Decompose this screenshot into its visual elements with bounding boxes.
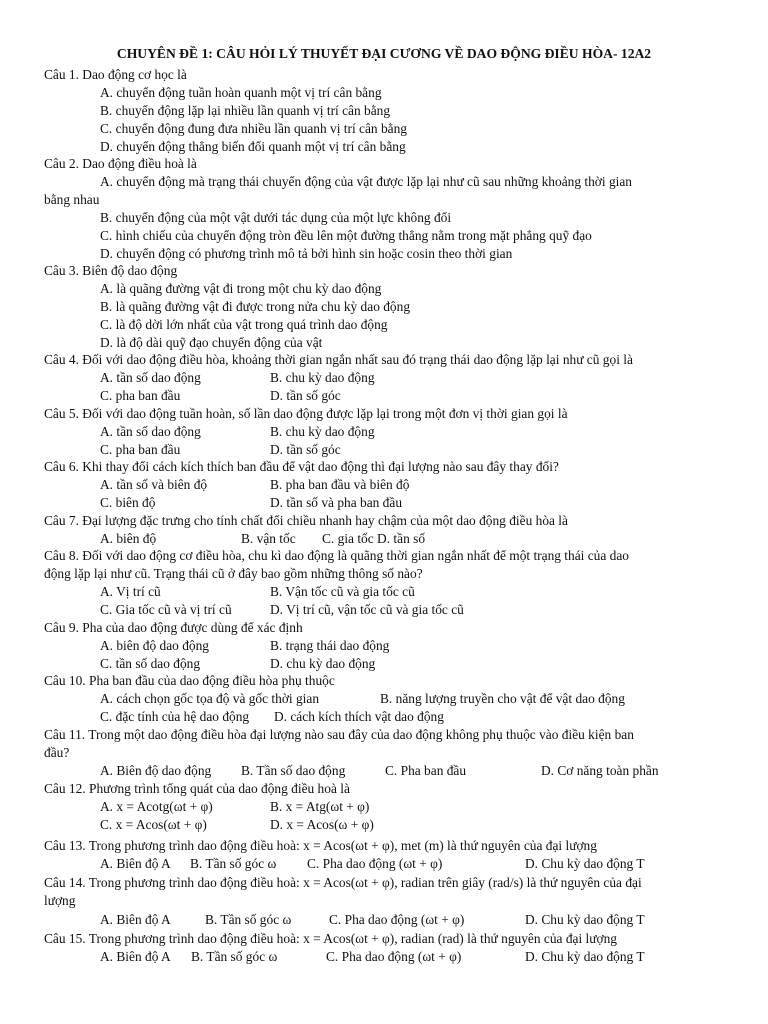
question-4-option-a: A. tần số dao động — [100, 370, 201, 385]
question-13-option-d: D. Chu kỳ dao động T — [525, 856, 645, 871]
question-8-stem-continued: động lặp lại như cũ. Trạng thái cũ ở đây bao gồm những thông số nào? — [44, 566, 423, 581]
question-10-stem: Câu 10. Pha ban đầu của dao động điều hòa phụ thuộc — [44, 673, 335, 688]
question-9-option-b: B. trạng thái dao động — [270, 638, 390, 653]
question-8-option-b: B. Vận tốc cũ và gia tốc cũ — [270, 584, 415, 599]
question-14-option-c: C. Pha dao động (ωt + φ) — [329, 912, 465, 927]
question-2-stem: Câu 2. Dao động điều hoà là — [44, 156, 197, 171]
question-13-option-a: A. Biên độ A — [100, 856, 171, 871]
question-8-stem: Câu 8. Đối với dao động cơ điều hòa, chu kì dao động là quãng thời gian ngắn nhất để một trạng thái của dao — [44, 548, 630, 563]
question-3-option-d: D. là độ dài quỹ đạo chuyển động của vật — [100, 335, 323, 350]
question-4-option-c: C. pha ban đầu — [100, 388, 181, 403]
question-5-option-b: B. chu kỳ dao động — [270, 424, 375, 439]
question-11-stem-continued: đầu? — [44, 745, 70, 760]
question-10-option-b: B. năng lượng truyền cho vật để vật dao động — [380, 691, 625, 706]
question-5-stem: Câu 5. Đối với dao động tuần hoàn, số lần dao động được lặp lại trong một đơn vị thời gian gọi là — [44, 406, 568, 421]
question-15-option-b: B. Tần số góc ω — [191, 949, 278, 964]
question-8-option-c: C. Gia tốc cũ và vị trí cũ — [100, 602, 232, 617]
question-1-option-b: B. chuyển động lặp lại nhiều lần quanh vị trí cân bằng — [100, 103, 391, 118]
question-15-option-c: C. Pha dao động (ωt + φ) — [326, 949, 462, 964]
question-14-option-d: D. Chu kỳ dao động T — [525, 912, 645, 927]
question-8-option-a: A. Vị trí cũ — [100, 584, 161, 599]
question-7-option-b: B. vận tốc — [241, 531, 296, 546]
question-10-option-a: A. cách chọn gốc tọa độ và gốc thời gian — [100, 691, 320, 706]
question-13-option-b: B. Tần số góc ω — [190, 856, 277, 871]
question-2-option-a: A. chuyển động mà trạng thái chuyển động của vật được lặp lại như cũ sau những khoảng thời gian — [100, 174, 633, 189]
question-3-option-a: A. là quãng đường vật đi trong một chu kỳ dao động — [100, 281, 382, 296]
question-9-option-c: C. tần số dao động — [100, 656, 201, 671]
question-7-option-a: A. biên độ — [100, 531, 157, 546]
question-12-option-b: B. x = Atg(ωt + φ) — [270, 799, 370, 814]
question-2-option-c: C. hình chiếu của chuyển động tròn đều lên một đường thẳng nằm trong mặt phẳng quỹ đạo — [100, 228, 592, 243]
question-11-option-c: C. Pha ban đầu — [385, 763, 467, 778]
question-7-stem: Câu 7. Đại lượng đặc trưng cho tính chất đổi chiều nhanh hay chậm của một dao động điều hòa là — [44, 513, 568, 528]
question-15-option-a: A. Biên độ A — [100, 949, 171, 964]
question-1-stem: Câu 1. Dao động cơ học là — [44, 67, 187, 82]
question-12-option-c: C. x = Acos(ωt + φ) — [100, 817, 207, 832]
question-12-option-d: D. x = Acos(ω + φ) — [270, 817, 374, 832]
question-2-option-b: B. chuyển động của một vật dưới tác dụng của một lực không đổi — [100, 210, 452, 225]
question-14-stem-continued: lượng — [44, 893, 76, 908]
question-1-option-a: A. chuyển động tuần hoàn quanh một vị trí cân bằng — [100, 85, 382, 100]
question-2-option-a-continued: bằng nhau — [44, 192, 100, 207]
question-10-option-d: D. cách kích thích vật dao động — [274, 709, 444, 724]
question-14-option-b: B. Tần số góc ω — [205, 912, 292, 927]
question-12-stem: Câu 12. Phương trình tổng quát của dao động điều hoà là — [44, 781, 350, 796]
question-6-option-d: D. tần số và pha ban đầu — [270, 495, 403, 510]
question-10-option-c: C. đặc tính của hệ dao động — [100, 709, 250, 724]
question-14-stem: Câu 14. Trong phương trình dao động điều hoà: x = Acos(ωt + φ), radian trên giây (rad/s) là thứ nguyên của đại — [44, 875, 642, 890]
question-11-option-b: B. Tần số dao động — [241, 763, 346, 778]
question-13-stem: Câu 13. Trong phương trình dao động điều hoà: x = Acos(ωt + φ), met (m) là thứ nguyên của đại lượng — [44, 838, 597, 853]
question-2-option-d: D. chuyển động có phương trình mô tả bởi hình sin hoặc cosin theo thời gian — [100, 246, 513, 261]
question-11-option-d: D. Cơ năng toàn phần — [541, 763, 659, 778]
question-4-stem: Câu 4. Đối với dao động điều hòa, khoảng thời gian ngắn nhất sau đó trạng thái dao động lặp lại như cũ gọi là — [44, 352, 633, 367]
question-3-option-b: B. là quãng đường vật đi được trong nửa chu kỳ dao động — [100, 299, 411, 314]
question-15-option-d: D. Chu kỳ dao động T — [525, 949, 645, 964]
question-5-option-d: D. tần số góc — [270, 442, 341, 457]
question-14-option-a: A. Biên độ A — [100, 912, 171, 927]
question-1-option-d: D. chuyển động thẳng biến đổi quanh một vị trí cân bằng — [100, 139, 406, 154]
question-15-stem: Câu 15. Trong phương trình dao động điều hoà: x = Acos(ωt + φ), radian (rad) là thứ nguyên của đại lượng — [44, 931, 617, 946]
question-13-option-c: C. Pha dao động (ωt + φ) — [307, 856, 443, 871]
question-5-option-a: A. tần số dao động — [100, 424, 201, 439]
question-5-option-c: C. pha ban đầu — [100, 442, 181, 457]
question-4-option-d: D. tần số góc — [270, 388, 341, 403]
question-8-option-d: D. Vị trí cũ, vận tốc cũ và gia tốc cũ — [270, 602, 464, 617]
question-9-option-a: A. biên độ dao động — [100, 638, 209, 653]
question-4-option-b: B. chu kỳ dao động — [270, 370, 375, 385]
question-9-stem: Câu 9. Pha của dao động được dùng để xác định — [44, 620, 303, 635]
question-9-option-d: D. chu kỳ dao động — [270, 656, 376, 671]
question-1-option-c: C. chuyển động đung đưa nhiều lần quanh vị trí cân bằng — [100, 121, 407, 136]
question-6-stem: Câu 6. Khi thay đổi cách kích thích ban đầu để vật dao động thì đại lượng nào sau đây thay đổi? — [44, 459, 559, 474]
question-6-option-b: B. pha ban đầu và biên độ — [270, 477, 410, 492]
question-6-option-a: A. tần số và biên độ — [100, 477, 208, 492]
question-11-option-a: A. Biên độ dao động — [100, 763, 212, 778]
document-title: CHUYÊN ĐỀ 1: CÂU HỎI LÝ THUYẾT ĐẠI CƯƠNG VỀ DAO ĐỘNG ĐIỀU HÒA- 12A2 — [116, 46, 652, 61]
question-7-option-c-d: C. gia tốc D. tần số — [322, 531, 426, 546]
question-11-stem: Câu 11. Trong một dao động điều hòa đại lượng nào sau đây của dao động không phụ thuộc vào điều kiện ban — [44, 727, 634, 742]
question-12-option-a: A. x = Acotg(ωt + φ) — [100, 799, 213, 814]
question-3-stem: Câu 3. Biên độ dao động — [44, 263, 178, 278]
question-3-option-c: C. là độ dời lớn nhất của vật trong quá trình dao động — [100, 317, 388, 332]
question-6-option-c: C. biên độ — [100, 495, 156, 510]
